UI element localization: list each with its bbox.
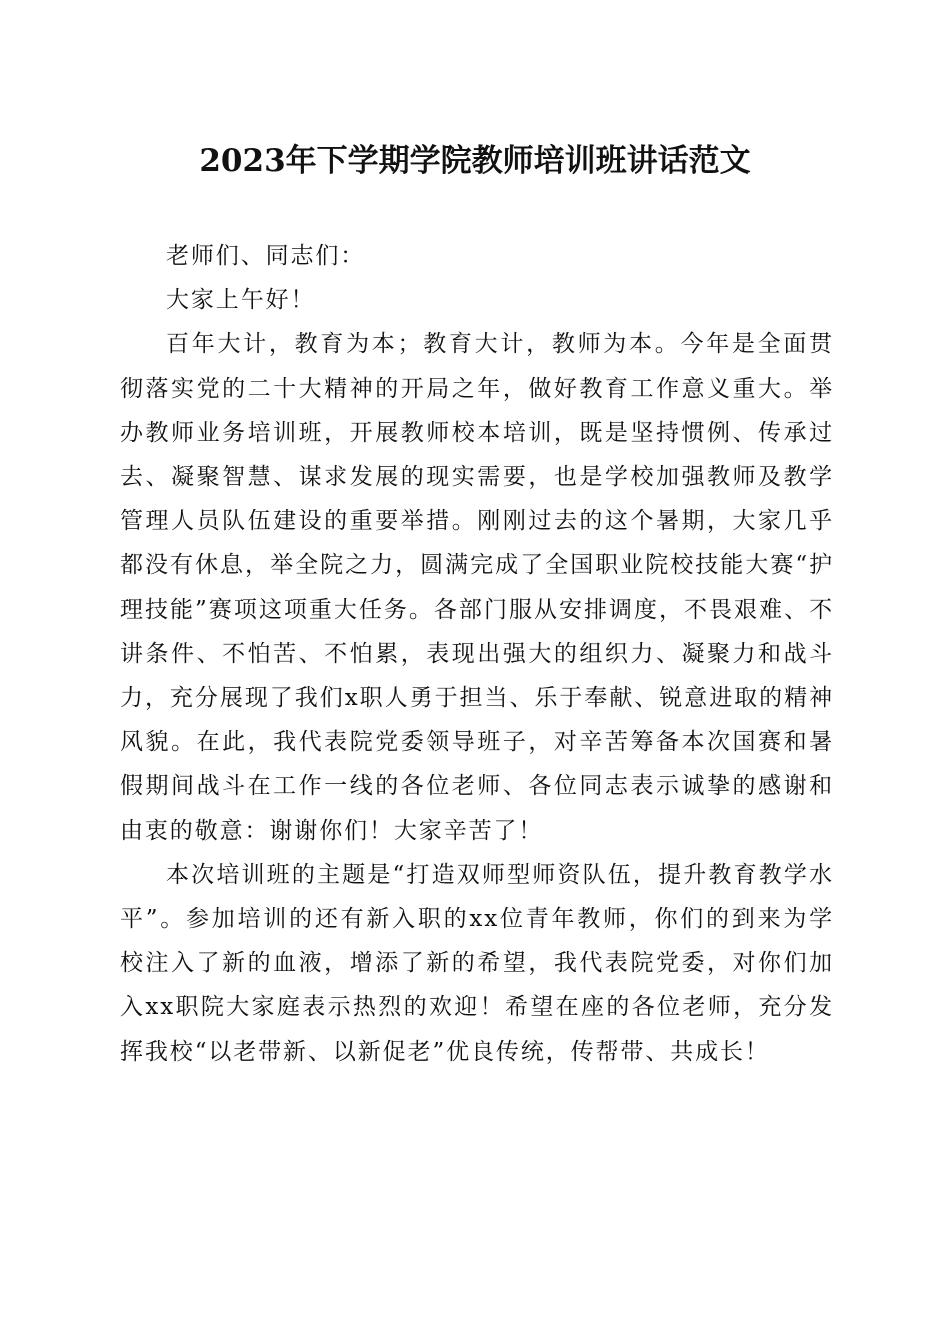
body-paragraph: 百年大计，教育为本；教育大计，教师为本。今年是全面贯彻落实党的二十大精神的开局之年，做好教育工作意义重大。举办教师业务培训班，开展教师校本培训，既是坚持惯例、传承过去、凝聚智慧、谋求发展的现实需要，也是学校加强教师及教学管理人员队伍建设的重要举措。刚刚过去的这个暑期，大家几乎都没有休息，举全院之力，圆满完成了全国职业院校技能大赛“护理技能”赛项这项重大任务。各部门服从安排调度，不畏艰难、不讲条件、不怕苦、不怕累，表现出强大的组织力、凝聚力和战斗力，充分展现了我们x职人勇于担当、乐于奉献、锐意进取的精神风貌。在此，我代表院党委领导班子，对辛苦筹备本次国赛和暑假期间战斗在工作一线的各位老师、各位同志表示诚挚的感谢和由衷的敬意：谢谢你们！大家辛苦了！ [120,331,834,844]
document-title: 2023年下学期学院教师培训班讲话范文 [199,143,751,179]
body-paragraph: 本次培训班的主题是“打造双师型师资队伍，提升教育教学水平”。参加培训的还有新入职的xx位青年教师，你们的到来为学校注入了新的血液，增添了新的希望，我代表院党委，对你们加入xx职院大家庭表示热烈的欢迎！希望在座的各位老师，充分发挥我校“以老带新、以新促老”优良传统，传帮带、共成长！ [120,861,834,1065]
greeting: 大家上午好！ [166,287,316,314]
salutation: 老师们、同志们： [166,243,366,269]
document-body [120,234,834,1074]
